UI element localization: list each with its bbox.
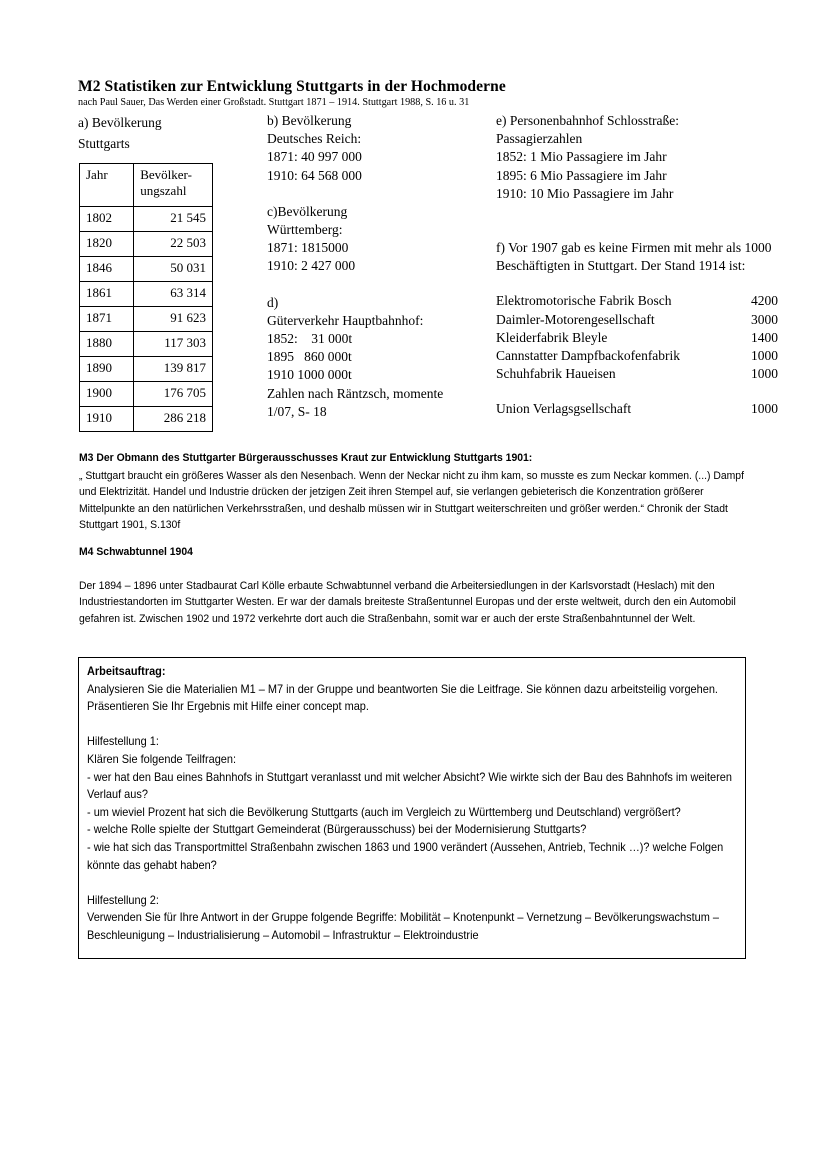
table-header-population-line1: Bevölker- — [140, 167, 192, 182]
section-c-line-1871: 1871: 1815000 — [267, 240, 349, 256]
table-row — [80, 232, 213, 257]
task-help1-title: Hilfestellung 1: — [87, 735, 159, 749]
section-e-line-1852: 1852: 1 Mio Passagiere im Jahr — [496, 149, 667, 165]
table-row — [80, 332, 213, 357]
section-d-line-1852: 1852: 31 000t — [267, 331, 353, 347]
firm-employees: 4200 — [751, 293, 778, 309]
source-citation: nach Paul Sauer, Das Werden einer Großstadt. Stuttgart 1871 – 1914. Stuttgart 1988, S. 16 u. 31 — [78, 97, 470, 108]
cell-population: 176 705 — [134, 382, 213, 407]
task-help1-item: - wer hat den Bau eines Bahnhofs in Stuttgart veranlasst und mit welcher Absicht? Wie wirkte sich der Bau des Bahnhofs im weiteren Verlauf aus? — [87, 770, 732, 802]
cell-population: 22 503 — [134, 232, 213, 257]
firm-employees: 1000 — [751, 366, 778, 382]
firm-name: Schuhfabrik Haueisen — [496, 366, 616, 382]
cell-population: 139 817 — [134, 357, 213, 382]
task-help1-item: - welche Rolle spielte der Stuttgart Gemeinderat (Bürgerausschuss) bei der Modernisierung Stuttgarts? — [87, 823, 587, 837]
cell-year: 1861 — [80, 282, 134, 307]
cell-year: 1802 — [80, 207, 134, 232]
population-table-body — [80, 164, 213, 432]
cell-year: 1910 — [80, 407, 134, 432]
task-box-heading: Arbeitsauftrag: — [87, 665, 166, 678]
section-b-line-1910: 1910: 64 568 000 — [267, 167, 362, 183]
section-c-heading-line1: c)Bevölkerung — [267, 203, 348, 219]
section-b-line-1871: 1871: 40 997 000 — [267, 149, 362, 165]
firm-employees: 1400 — [751, 329, 778, 345]
task-help2-title: Hilfestellung 2: — [87, 893, 159, 907]
cell-year: 1890 — [80, 357, 134, 382]
section-c — [267, 203, 487, 276]
cell-population: 117 303 — [134, 332, 213, 357]
table-header-year: Jahr — [80, 164, 134, 207]
section-b-heading-line2: Deutsches Reich: — [267, 131, 362, 147]
cell-population: 286 218 — [134, 407, 213, 432]
section-d-heading: Güterverkehr Hauptbahnhof: — [267, 312, 424, 328]
task-help1-intro: Klären Sie folgende Teilfragen: — [87, 752, 237, 766]
section-a-heading-line1: a) Bevölkerung — [78, 115, 162, 130]
section-m4-body: Der 1894 – 1896 unter Stadbaurat Carl Kölle erbaute Schwabtunnel verband die Arbeitersiedlungen in der Karlsvorstadt (Heslach) mit den Industriestandorten im Stuttgarter Westen. Er war der damals breiteste Straßentunnel Europas und der erste weltweit, durch den ein Automobil gefahren ist. Zwischen 1902 und 1972 verkehrte dort auch die Straßenbahn, somit war er auch der erste Straßenbahntunnel der Welt. — [79, 580, 736, 625]
cell-year: 1871 — [80, 307, 134, 332]
firm-name: Daimler-Motorengesellschaft — [496, 311, 655, 327]
section-f-intro-line2: Beschäftigten in Stuttgart. Der Stand 1914 ist: — [496, 258, 746, 274]
section-a-heading — [78, 112, 258, 154]
section-m3-body: „ Stuttgart braucht ein größeres Wasser als den Nesenbach. Wenn der Neckar nicht zu ihm kam, so musste es zum Neckar kommen. (...) Dampf und Elektrizität. Handel und Industrie drücken der jetzigen Zeit ihren Stempel auf, sie verlangen gebieterisch die Konzentration größerer Mittelpunkte an den natürlichen Verkehrsstraßen, und deshalb müssen wir in Stuttgart weiterschreiten und größer werden.“ Chronik der Stadt Stuttgart 1901, S.130f — [79, 470, 744, 532]
table-row — [80, 357, 213, 382]
firm-row — [496, 347, 778, 365]
firm-name: Elektromotorische Fabrik Bosch — [496, 293, 672, 309]
spacer — [496, 383, 788, 400]
firm-employees: 1000 — [751, 348, 778, 364]
section-d-line-1895: 1895 860 000t — [267, 349, 352, 365]
firm-name: Cannstatter Dampfbackofenfabrik — [496, 348, 681, 364]
middle-column — [267, 112, 487, 421]
task-help1-item: - wie hat sich das Transportmittel Straßenbahn zwischen 1863 und 1900 verändert (Aussehen, Antrieb, Technik …)? welche Folgen könnte das gehabt haben? — [87, 840, 724, 872]
firm-name: Kleiderfabrik Bleyle — [496, 329, 608, 345]
table-row — [80, 382, 213, 407]
firm-employees: 3000 — [751, 311, 778, 327]
section-m4-heading: M4 Schwabtunnel 1904 — [79, 546, 193, 558]
page-title: M2 Statistiken zur Entwicklung Stuttgarts in der Hochmoderne — [78, 78, 506, 95]
section-e-heading-line2: Passagierzahlen — [496, 131, 583, 147]
firm-row — [496, 329, 778, 347]
cell-year: 1880 — [80, 332, 134, 357]
section-e-line-1895: 1895: 6 Mio Passagiere im Jahr — [496, 167, 667, 183]
firm-row — [496, 311, 778, 329]
firm-row — [496, 365, 778, 383]
section-e-heading-line1: e) Personenbahnhof Schlosstraße: — [496, 113, 679, 128]
section-d-note-line1: Zahlen nach Räntzsch, momente — [267, 385, 444, 401]
spacer — [267, 276, 487, 294]
section-f — [496, 239, 788, 419]
spacer — [87, 874, 749, 892]
population-table — [79, 163, 213, 432]
spacer — [496, 203, 788, 239]
section-c-heading-line2: Württemberg: — [267, 222, 343, 238]
spacer — [87, 716, 749, 734]
task-box-content — [87, 663, 749, 945]
cell-year: 1900 — [80, 382, 134, 407]
cell-population: 91 623 — [134, 307, 213, 332]
task-box-intro: Analysieren Sie die Materialien M1 – M7 in der Gruppe und beantworten Sie die Leitfrage. Sie können dazu arbeitsteilig vorgehen. Präsentieren Sie Ihr Ergebnis mit Hilfe einer concept map. — [87, 682, 718, 714]
firm-row — [496, 400, 778, 418]
firm-row — [496, 292, 778, 310]
section-m3-heading: M3 Der Obmann des Stuttgarter Bürgerausschusses Kraut zur Entwicklung Stuttgarts 1901: — [79, 452, 533, 464]
section-d-label: d) — [267, 294, 279, 310]
table-header-population — [134, 164, 213, 207]
cell-population: 50 031 — [134, 257, 213, 282]
section-d — [267, 294, 487, 421]
task-box — [78, 657, 746, 959]
section-e — [496, 112, 788, 203]
section-e-line-1910: 1910: 10 Mio Passagiere im Jahr — [496, 185, 674, 201]
task-help1-item: - um wieviel Prozent hat sich die Bevölkerung Stuttgarts (auch im Vergleich zu Württemberg und Deutschland) vergrößert? — [87, 805, 681, 819]
table-header-population-line2: ungszahl — [140, 183, 187, 198]
table-row — [80, 307, 213, 332]
section-c-line-1910: 1910: 2 427 000 — [267, 258, 356, 274]
section-b — [267, 112, 487, 185]
firm-employees: 1000 — [751, 401, 778, 417]
spacer — [496, 275, 788, 292]
right-column — [496, 112, 788, 419]
cell-year: 1820 — [80, 232, 134, 257]
cell-population: 63 314 — [134, 282, 213, 307]
section-d-line-1910: 1910 1000 000t — [267, 367, 352, 383]
table-header-row — [80, 164, 213, 207]
cell-year: 1846 — [80, 257, 134, 282]
table-row — [80, 257, 213, 282]
cell-population: 21 545 — [134, 207, 213, 232]
firm-name: Union Verlagsgsellschaft — [496, 401, 632, 417]
table-row — [80, 282, 213, 307]
section-d-note-line2: 1/07, S- 18 — [267, 403, 327, 419]
table-row — [80, 207, 213, 232]
section-b-heading-line1: b) Bevölkerung — [267, 113, 352, 128]
table-row — [80, 407, 213, 432]
spacer — [267, 185, 487, 203]
task-help2-body: Verwenden Sie für Ihre Antwort in der Gruppe folgende Begriffe: Mobilität – Knotenpunkt – Vernetzung – Bevölkerungswachstum – Beschleunigung – Industrialisierung – Automobil – Infrastruktur – Elektroindustrie — [87, 911, 719, 942]
section-a-heading-line2: Stuttgarts — [78, 136, 130, 151]
section-f-intro-line1: f) Vor 1907 gab es keine Firmen mit mehr als 1000 — [496, 240, 772, 256]
